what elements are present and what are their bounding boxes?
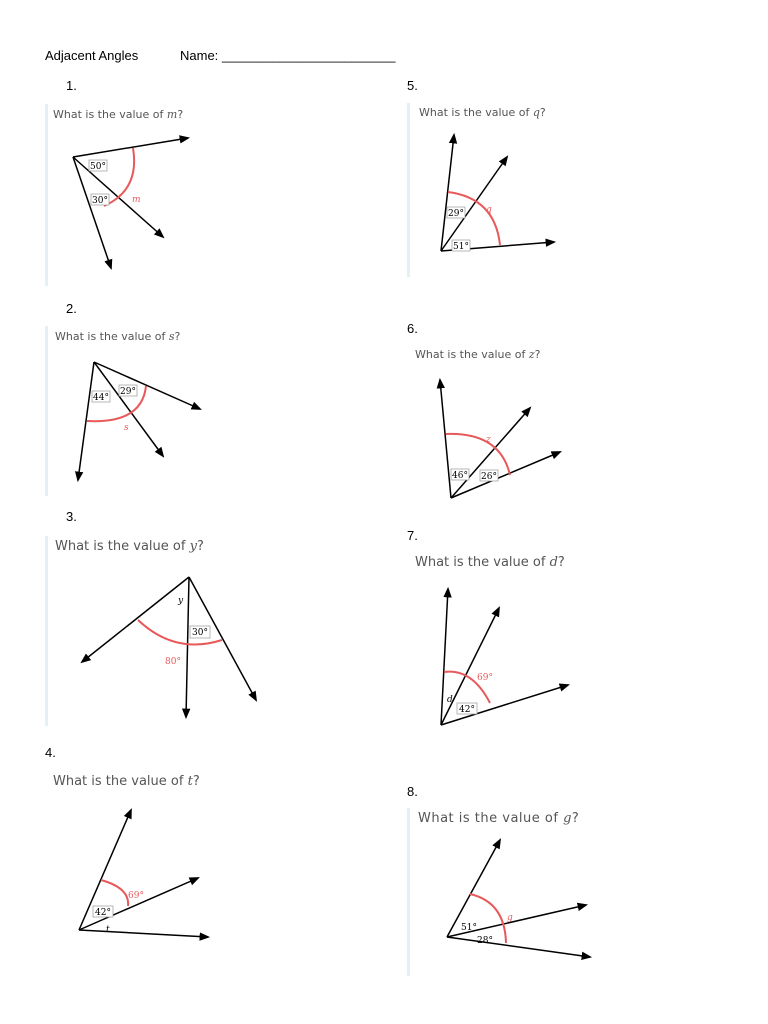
problem-2-variable: s	[168, 330, 175, 343]
angle-label: 26°	[481, 472, 497, 482]
problem-1-question: What is the value of m?	[53, 108, 184, 121]
angle-label: 29°	[120, 387, 136, 397]
angle-label: 28°	[477, 936, 493, 946]
angle-variable-label: z	[486, 435, 491, 445]
problem-2-number: 2.	[66, 301, 77, 316]
angle-variable-label: q	[486, 205, 492, 215]
angle-label: 42°	[459, 705, 475, 715]
problem-7-number: 7.	[407, 528, 418, 543]
problem-7-variable: d	[549, 555, 558, 570]
angle-variable-label: m	[132, 195, 141, 205]
angle-label: 69°	[128, 891, 144, 901]
angle-variable-label: t	[106, 925, 110, 935]
problem-5-number: 5.	[407, 78, 418, 93]
problem-3-number: 3.	[66, 509, 77, 524]
angle-label: 51°	[461, 923, 477, 933]
name-field-label[interactable]: Name: ________________________	[180, 48, 396, 63]
angle-variable-label: s	[124, 423, 129, 433]
problem-2-question: What is the value of s?	[55, 330, 181, 343]
problem-3-question: What is the value of y?	[55, 539, 204, 554]
angle-label: 46°	[452, 471, 468, 481]
angle-variable-label: g	[507, 913, 513, 923]
problem-4-question: What is the value of t?	[53, 774, 200, 789]
angle-label: 42°	[95, 908, 111, 918]
angle-label: 30°	[192, 628, 208, 638]
angle-label: 50°	[90, 162, 106, 172]
angle-label: 69°	[477, 673, 493, 683]
angle-label: 44°	[93, 393, 109, 403]
ray	[447, 937, 590, 957]
problem-6-question: What is the value of z?	[415, 348, 541, 361]
problem-1-number: 1.	[66, 78, 77, 93]
problem-3-variable: y	[189, 539, 197, 554]
angle-label: 29°	[448, 209, 464, 219]
problem-8-variable: g	[563, 811, 572, 826]
problem-1-variable: m	[166, 108, 178, 121]
problem-4-variable: t	[187, 774, 193, 789]
problem-8-number: 8.	[407, 784, 418, 799]
angle-variable-label: d	[447, 695, 453, 705]
problem-6-number: 6.	[407, 321, 418, 336]
problem-5-variable: q	[532, 106, 540, 119]
angle-label: 30°	[92, 196, 108, 206]
worksheet-title: Adjacent Angles	[45, 48, 139, 63]
problem-5-question: What is the value of q?	[419, 106, 546, 119]
problem-8-question: What is the value of g?	[418, 811, 580, 826]
angle-variable-label: y	[178, 596, 184, 606]
problem-7-question: What is the value of d?	[415, 555, 565, 570]
angle-label: 51°	[453, 242, 469, 252]
problem-6-variable: z	[528, 348, 535, 361]
angle-label: 80°	[165, 657, 181, 667]
problem-4-number: 4.	[45, 745, 56, 760]
